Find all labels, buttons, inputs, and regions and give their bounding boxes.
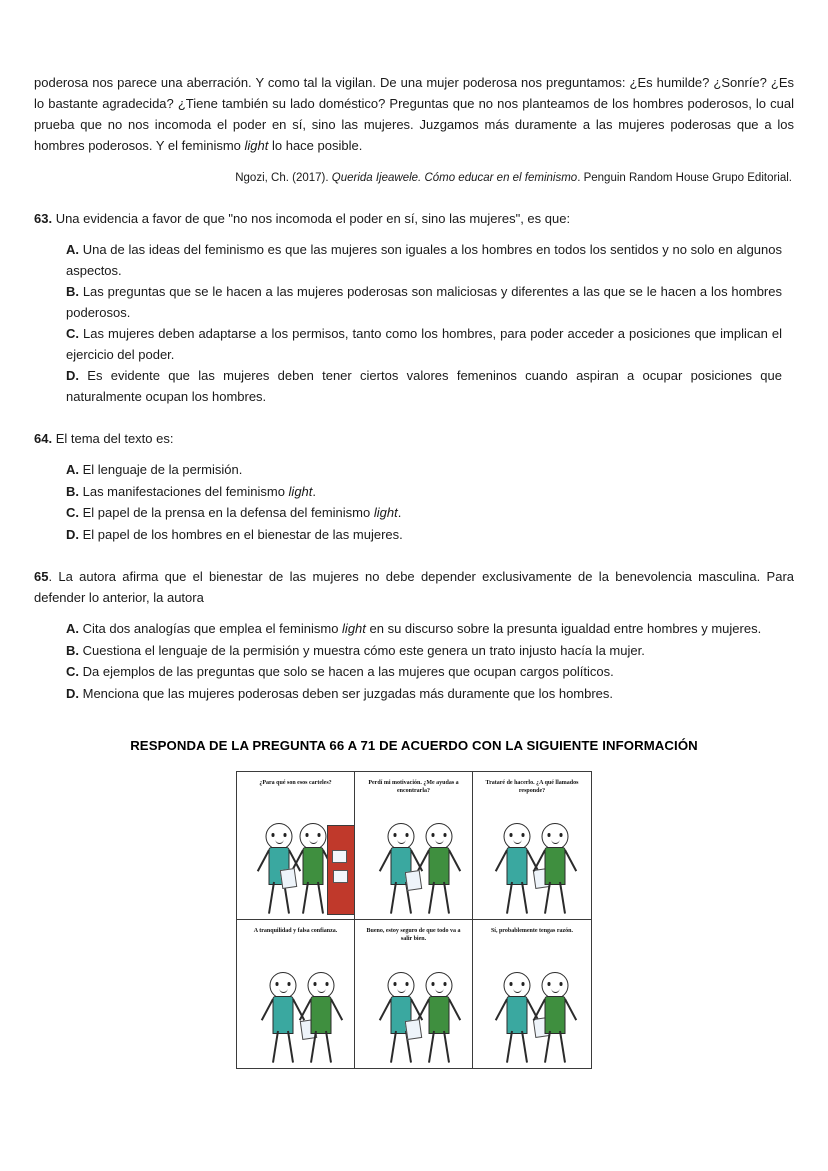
comic-figure (236, 771, 592, 1069)
stick-figure-icon (411, 972, 467, 1064)
torso-icon (429, 996, 450, 1034)
question-63-stem (34, 209, 794, 230)
head-icon (308, 972, 335, 999)
head-icon (542, 823, 569, 850)
section-instruction: RESPONDA DE LA PREGUNTA 66 A 71 DE ACUERDO CON LA SIGUIENTE INFORMACIÓN (130, 738, 698, 754)
option-text: El lenguaje de la permisión. (79, 462, 243, 478)
head-icon (300, 823, 327, 850)
option-64-d[interactable] (66, 525, 794, 546)
question-63-number: 63. (34, 211, 53, 227)
paper-icon (405, 1019, 422, 1040)
option-letter: D. (66, 526, 79, 542)
question-65 (34, 567, 794, 704)
option-text: Las mujeres deben adaptarse a los permisos, tanto como los hombres, para poder acceder a posiciones que implican el ejercicio del poder. (66, 326, 782, 362)
option-text: Las preguntas que se le hacen a las mujeres poderosas son maliciosas y diferentes a las que se le hacen a los hombres poderosos. (66, 284, 782, 320)
comic-panel-3-scene (473, 819, 591, 915)
question-64-text: El tema del texto es: (52, 431, 174, 447)
option-text-tail: en su discurso sobre la presunta igualdad entre hombres y mujeres. (365, 621, 762, 636)
comic-panel-4-text: A tranquilidad y falsa confianza. (253, 928, 338, 935)
comic-panel-6-text: Sí, probablemente tengas razón. (490, 928, 574, 935)
option-64-b[interactable] (66, 482, 794, 503)
source-title: Querida Ijeawele. Cómo educar en el feminismo (331, 172, 578, 185)
question-64-options (34, 460, 794, 545)
option-65-a[interactable] (66, 619, 794, 640)
head-icon (426, 972, 453, 999)
stick-figure-icon (293, 972, 349, 1064)
option-letter: A. (66, 621, 79, 636)
question-63 (34, 209, 794, 407)
head-icon (426, 823, 453, 850)
poster-note-icon (333, 870, 348, 883)
comic-panel-1 (237, 772, 355, 920)
option-letter: C. (66, 505, 79, 521)
stick-figure-icon (411, 823, 467, 915)
question-63-text: Una evidencia a favor de que "no nos incomoda el poder en sí, sino las mujeres", es que: (52, 211, 571, 227)
question-65-stem (34, 567, 794, 609)
comic-panel-3 (473, 772, 591, 920)
option-letter: B. (66, 284, 79, 300)
option-63-d[interactable] (66, 366, 794, 407)
option-63-c[interactable] (66, 324, 794, 365)
option-letter: B. (66, 642, 79, 658)
option-letter: B. (66, 483, 79, 499)
option-text-tail: . (312, 483, 317, 499)
torso-icon (545, 996, 566, 1034)
comic-panel-6 (473, 920, 591, 1068)
poster-board-icon (327, 825, 355, 915)
option-letter: D. (66, 685, 79, 701)
option-letter: C. (66, 326, 79, 342)
comic-panel-5-scene (355, 968, 472, 1064)
comic-panel-5-text: Bueno, estoy seguro de que todo va a salir bien. (366, 928, 461, 943)
option-letter: D. (66, 368, 79, 384)
option-italic: light (342, 621, 366, 636)
option-text-tail: . (397, 505, 402, 521)
option-letter: C. (66, 664, 79, 680)
torso-icon (273, 996, 294, 1034)
comic-panel-1-scene (237, 819, 354, 915)
torso-icon (311, 996, 332, 1034)
option-65-c[interactable] (66, 662, 794, 683)
comic-panel-1-text: ¿Para qué son esos carteles? (259, 780, 332, 787)
question-64-stem (34, 429, 794, 450)
question-64 (34, 429, 794, 545)
option-text: Cita dos analogías que emplea el feminismo (79, 621, 343, 636)
comic-strip (236, 771, 592, 1069)
source-citation (34, 170, 794, 187)
torso-icon (507, 847, 528, 885)
option-letter: A. (66, 242, 79, 258)
torso-icon (429, 847, 450, 885)
option-text: Una de las ideas del feminismo es que las mujeres son iguales a los hombres en todos los sentidos y no solo en algunos aspectos. (66, 242, 782, 278)
intro-italic-light: light (244, 138, 269, 154)
intro-paragraph-part-2: lo hace posible. (268, 138, 363, 154)
torso-icon (507, 996, 528, 1034)
comic-panel-2-scene (355, 819, 472, 915)
option-italic: light (373, 505, 398, 521)
question-63-options (34, 240, 794, 407)
option-64-a[interactable] (66, 460, 794, 481)
option-text: Cuestiona el lenguaje de la permisión y muestra cómo este genera un trato injusto hacía la mujer. (79, 642, 645, 658)
comic-panel-2 (355, 772, 473, 920)
option-text: Es evidente que las mujeres deben tener ciertos valores femeninos cuando aspiran a ocupar posiciones que naturalmente ocupan los hombres. (66, 368, 782, 404)
poster-note-icon (332, 850, 347, 863)
source-prefix: Ngozi, Ch. (2017). (235, 172, 332, 185)
option-text: Da ejemplos de las preguntas que solo se hacen a las mujeres que ocupan cargos políticos. (79, 664, 614, 680)
intro-paragraph-part-1: poderosa nos parece una aberración. Y como tal la vigilan. De una mujer poderosa nos preguntamos: ¿Es humilde? ¿Sonríe? ¿Es lo bastante agradecida? ¿Tiene también su lado doméstico? Preguntas que no nos planteamos de los hombres poderosos, lo cual prueba que no nos incomoda el poder en sí, sino las mujeres. Juzgamos más duramente a las mujeres poderosas que a los hombres poderosos. Y el feminismo (34, 75, 794, 154)
question-65-number: 65 (34, 569, 49, 585)
source-suffix: . Penguin Random House Grupo Editorial. (577, 172, 792, 185)
option-65-d[interactable] (66, 684, 794, 705)
paper-icon (280, 868, 297, 889)
option-text: El papel de la prensa en la defensa del feminismo (79, 505, 374, 521)
stick-figure-icon (527, 972, 583, 1064)
question-65-options (34, 619, 794, 704)
question-65-text: . La autora afirma que el bienestar de las mujeres no debe depender exclusivamente de la benevolencia masculina. Para defender lo anterior, la autora (34, 569, 794, 606)
option-italic: light (288, 483, 313, 499)
option-text: El papel de los hombres en el bienestar de las mujeres. (79, 526, 403, 542)
option-64-c[interactable] (66, 503, 794, 524)
comic-panel-5 (355, 920, 473, 1068)
option-63-b[interactable] (66, 282, 794, 323)
option-63-a[interactable] (66, 240, 794, 281)
option-text: Las manifestaciones del feminismo (79, 483, 289, 499)
stick-figure-icon (527, 823, 583, 915)
comic-panel-4 (237, 920, 355, 1068)
head-icon (542, 972, 569, 999)
torso-icon (303, 847, 324, 885)
option-text: Menciona que las mujeres poderosas deben ser juzgadas más duramente que los hombres. (79, 685, 614, 701)
intro-paragraph (34, 72, 794, 156)
option-letter: A. (66, 462, 79, 478)
question-64-number: 64. (34, 431, 53, 447)
comic-panel-3-text: Trataré de hacerlo. ¿A qué llamados responde? (485, 780, 579, 795)
comic-panel-6-scene (473, 968, 591, 1064)
paper-icon (405, 870, 422, 891)
comic-panel-4-scene (237, 968, 354, 1064)
comic-panel-2-text: Perdí mi motivación. ¿Me ayudas a encontrarla? (368, 780, 459, 795)
torso-icon (545, 847, 566, 885)
option-65-b[interactable] (66, 641, 794, 662)
